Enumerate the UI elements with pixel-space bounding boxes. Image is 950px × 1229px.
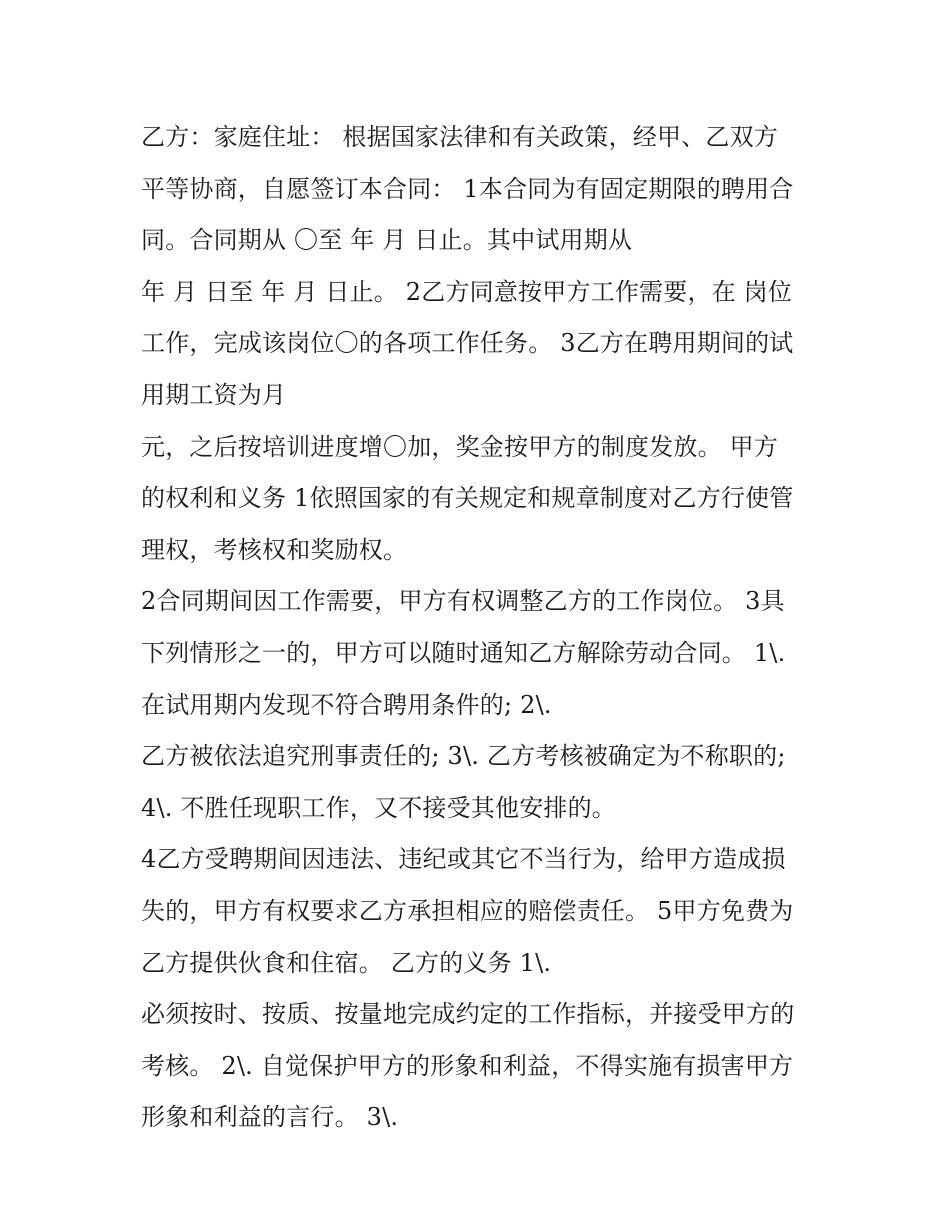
text-line: 必须按时、按质、按量地完成约定的工作指标，并接受甲方的 — [141, 1000, 795, 1029]
text-line: 理权，考核权和奖励权。 — [141, 535, 408, 564]
text-line: 乙方：家庭住址： 根据国家法律和有关政策，经甲、乙双方 — [141, 123, 779, 151]
text-line: 4\. 不胜任现职工作，又不接受其他安排的。 — [141, 793, 617, 822]
text-line: 的权利和义务 1依照国家的有关规定和规章制度对乙方行使管 — [141, 484, 794, 513]
text-line: 考核。 2\. 自觉保护甲方的形象和利益，不得实施有损害甲方 — [141, 1051, 794, 1080]
text-line: 下列情形之一的，甲方可以随时通知乙方解除劳动合同。 1\. — [141, 638, 786, 667]
contract-text-body — [141, 112, 821, 1144]
text-line: 年 月 日至 年 月 日止。 2乙方同意按甲方工作需要，在 岗位 — [141, 277, 793, 306]
text-line: 同。合同期从 〇至 年 月 日止。其中试用期从 — [141, 226, 633, 255]
text-line: 工作，完成该岗位〇的各项工作任务。 3乙方在聘用期间的试 — [141, 329, 794, 358]
text-line: 形象和利益的言行。 3\. — [141, 1103, 399, 1132]
text-line: 用期工资为月 — [141, 380, 287, 409]
text-line: 在试用期内发现不符合聘用条件的; 2\. — [141, 690, 552, 719]
text-line: 失的，甲方有权要求乙方承担相应的赔偿责任。 5甲方免费为 — [141, 896, 794, 925]
text-line: 2合同期间因工作需要，甲方有权调整乙方的工作岗位。 3具 — [141, 587, 785, 616]
text-line: 乙方被依法追究刑事责任的; 3\. 乙方考核被确定为不称职的; — [141, 742, 786, 771]
text-line: 平等协商，自愿签订本合同： 1本合同为有固定期限的聘用合 — [141, 174, 794, 203]
text-line: 元，之后按培训进度增〇加，奖金按甲方的制度发放。 甲方 — [141, 432, 779, 461]
text-line: 乙方提供伙食和住宿。 乙方的义务 1\. — [141, 948, 552, 977]
text-line: 4乙方受聘期间因违法、违纪或其它不当行为，给甲方造成损 — [141, 845, 786, 874]
